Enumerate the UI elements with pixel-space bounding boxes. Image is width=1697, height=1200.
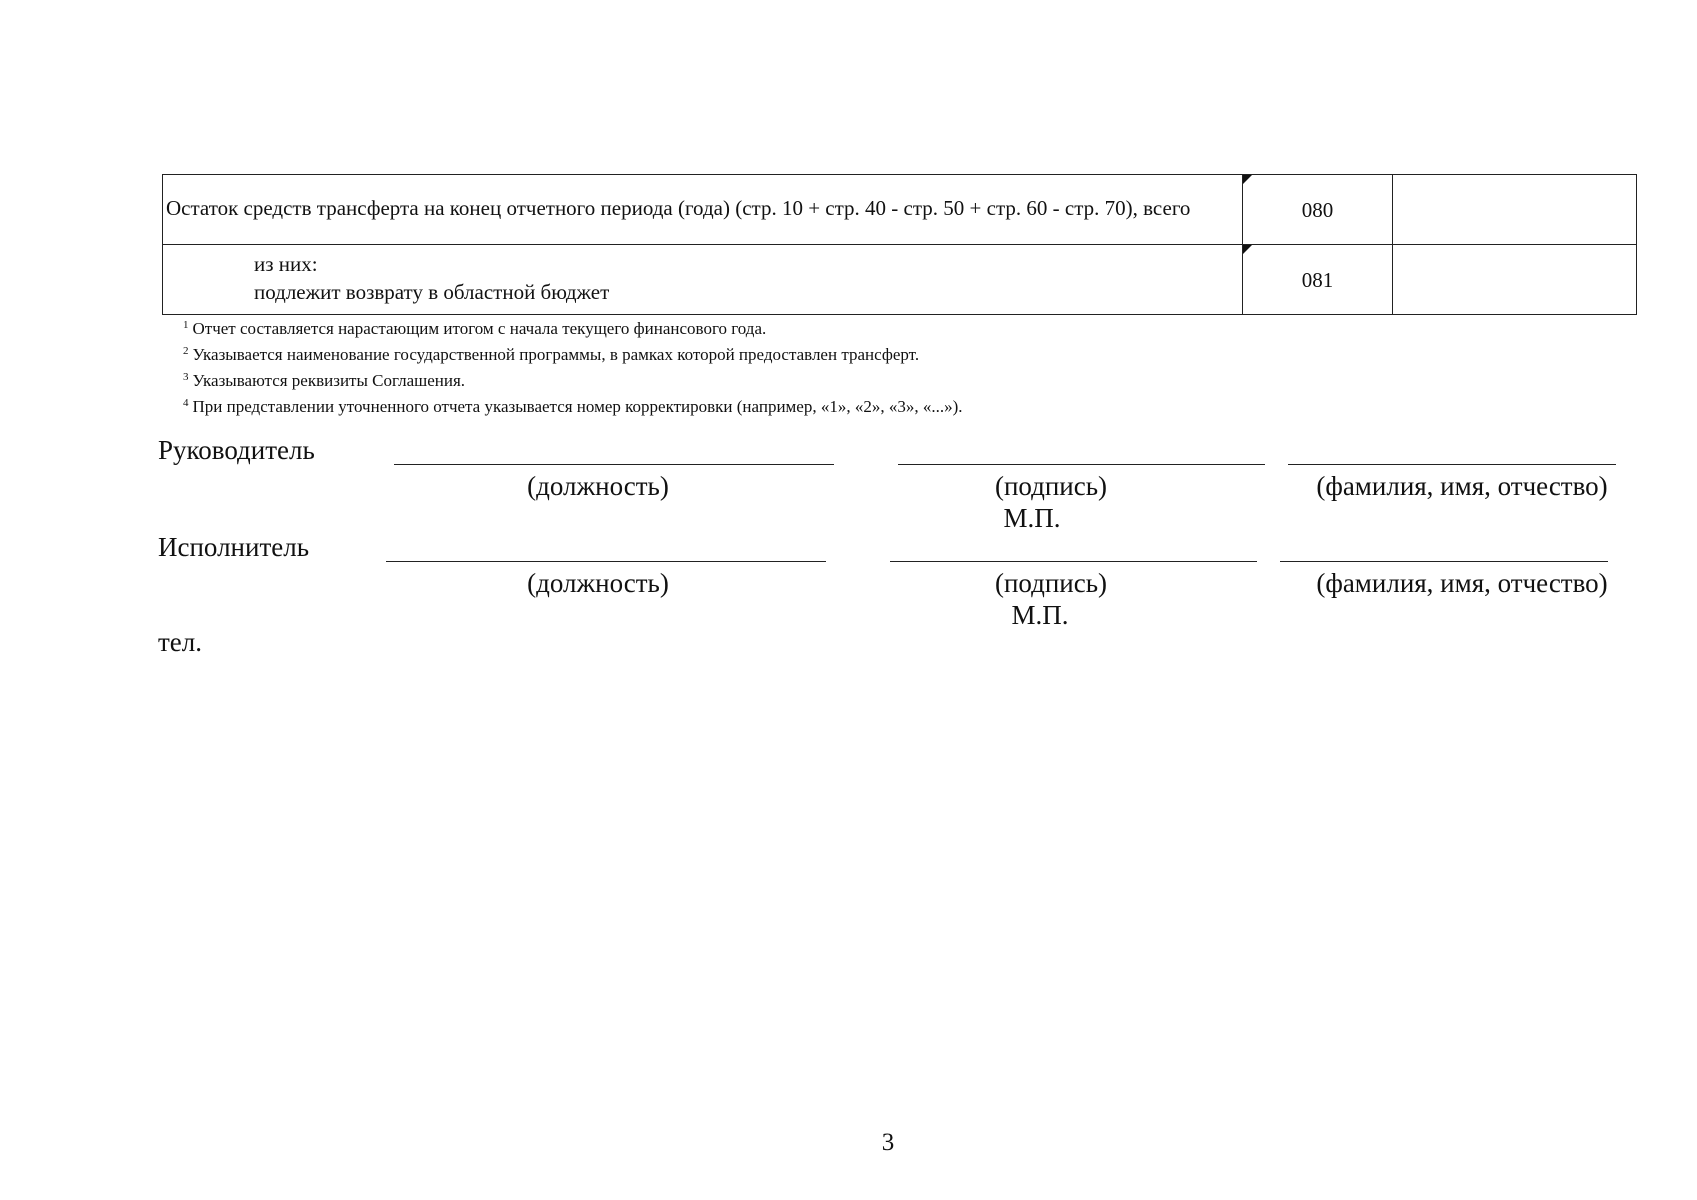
row-080-code-cell [1243,175,1393,245]
row-081-description-cell [163,245,1243,315]
executor-signature-line[interactable] [890,561,1257,562]
head-name-hint: (фамилия, имя, отчество) [1316,471,1608,501]
cell-corner-mark [1243,175,1252,184]
footnote [183,392,963,418]
head-signature-line[interactable] [898,464,1265,465]
row-080-description: Остаток средств трансферта на конец отчетного периода (года) (стр. 10 + стр. 40 - стр. 50 + стр. 60 - стр. 70), всего [163,175,1243,245]
row-081-code-cell [1243,245,1393,315]
cell-corner-mark [1243,245,1252,254]
footnote-text: При представлении уточненного отчета указывается номер корректировки (например, «1», «2», «3», «...»). [192,397,963,416]
footnote [183,314,963,340]
footnote-mark: 2 [183,345,189,357]
head-stamp-label: М.П. [1003,503,1061,533]
row-081-prefix: из них: [254,252,318,276]
head-name-line[interactable] [1288,464,1616,465]
executor-signature-hint: (подпись) [994,568,1108,598]
head-signature-hint: (подпись) [994,471,1108,501]
executor-name-hint: (фамилия, имя, отчество) [1316,568,1608,598]
head-role-label: Руководитель [158,435,315,465]
executor-position-line[interactable] [386,561,826,562]
row-080-value[interactable] [1393,175,1637,245]
row-081-value[interactable] [1393,245,1637,315]
row-081-code: 081 [1301,267,1334,292]
executor-signature-block [0,531,1697,631]
table-row [163,245,1637,315]
footnote-mark: 4 [183,397,189,409]
row-080-code: 080 [1301,197,1334,222]
head-position-hint: (должность) [527,471,669,501]
report-table [162,174,1637,315]
footnote-text: Указывается наименование государственной программы, в рамках которой предоставлен трансферт. [192,345,920,364]
head-signature-block [0,434,1697,534]
footnote-text: Отчет составляется нарастающим итогом с начала текущего финансового года. [192,319,767,338]
table-row [163,175,1637,245]
footnote [183,340,963,366]
footnotes [183,314,963,418]
page-number: 3 [881,1129,895,1156]
footnote-mark: 3 [183,371,189,383]
row-081-description: подлежит возврату в областной бюджет [254,280,610,304]
executor-name-line[interactable] [1280,561,1608,562]
footnote-mark: 1 [183,319,189,331]
executor-position-hint: (должность) [527,568,669,598]
executor-stamp-label: М.П. [1011,600,1069,630]
phone-label: тел. [158,627,203,657]
footnote [183,366,963,392]
executor-role-label: Исполнитель [158,532,310,562]
head-position-line[interactable] [394,464,834,465]
footnote-text: Указываются реквизиты Соглашения. [192,371,466,390]
